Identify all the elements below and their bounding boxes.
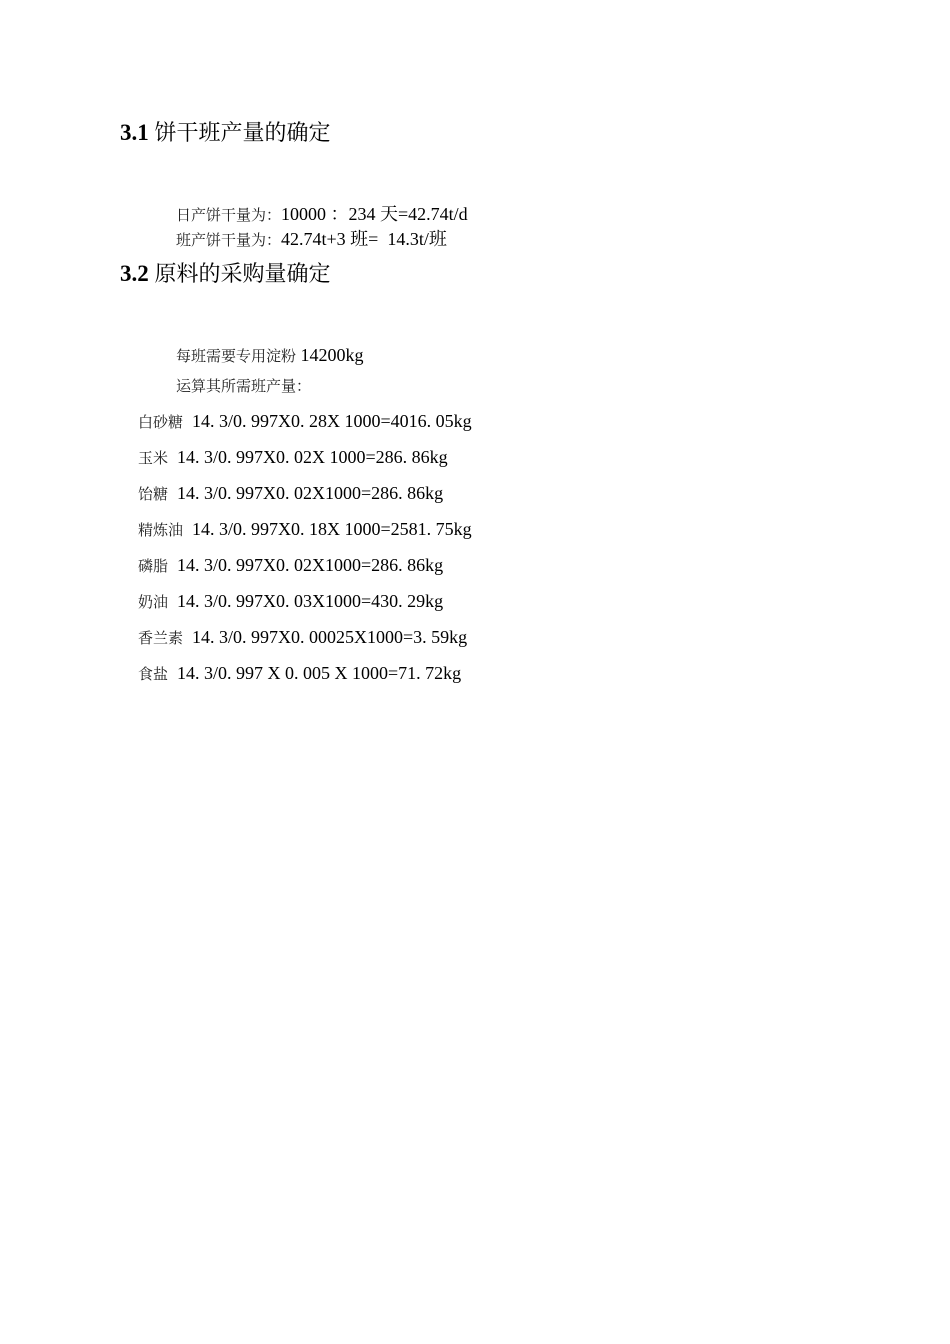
line-expression: 42.74t+3 班= 14.3t/班	[281, 229, 447, 249]
material-formula: 14. 3/0. 997 X 0. 005 X 1000=71. 72kg	[168, 663, 462, 683]
line-expression: 14200kg	[296, 345, 364, 365]
line-label: 每班需要专用淀粉	[176, 347, 297, 365]
section-title: 原料的采购量确定	[154, 262, 331, 287]
material-name: 白砂糖	[138, 413, 184, 431]
material-formula: 14. 3/0. 997X0. 02X 1000=286. 86kg	[168, 447, 448, 467]
material-row	[120, 640, 461, 707]
section-title: 饼干班产量的确定	[154, 121, 331, 146]
line-label: 班产饼干量为：	[176, 231, 282, 249]
material-formula: 14. 3/0. 997X0. 02X1000=286. 86kg	[168, 483, 444, 503]
section-heading-3-1	[120, 119, 331, 148]
material-name: 奶油	[138, 593, 169, 611]
material-name: 饴糖	[138, 485, 169, 503]
material-formula: 14. 3/0. 997X0. 18X 1000=2581. 75kg	[183, 519, 472, 539]
section-number: 3.2	[120, 261, 149, 286]
material-formula: 14. 3/0. 997X0. 03X1000=430. 29kg	[168, 591, 444, 611]
material-name: 精炼油	[138, 521, 184, 539]
material-name: 玉米	[138, 449, 169, 467]
material-name: 磷脂	[138, 557, 169, 575]
section-number: 3.1	[120, 120, 149, 145]
material-formula: 14. 3/0. 997X0. 02X1000=286. 86kg	[168, 555, 444, 575]
line-expression: 10000 ：234 天=42.74t/d	[281, 204, 468, 224]
material-name: 食盐	[138, 665, 169, 683]
material-name: 香兰素	[138, 629, 184, 647]
line-label: 运算其所需班产量：	[176, 377, 312, 395]
material-formula: 14. 3/0. 997X0. 00025X1000=3. 59kg	[183, 627, 468, 647]
material-formula: 14. 3/0. 997X0. 28X 1000=4016. 05kg	[183, 411, 472, 431]
section-heading-3-2	[120, 260, 331, 289]
line-label: 日产饼干量为：	[176, 206, 282, 224]
